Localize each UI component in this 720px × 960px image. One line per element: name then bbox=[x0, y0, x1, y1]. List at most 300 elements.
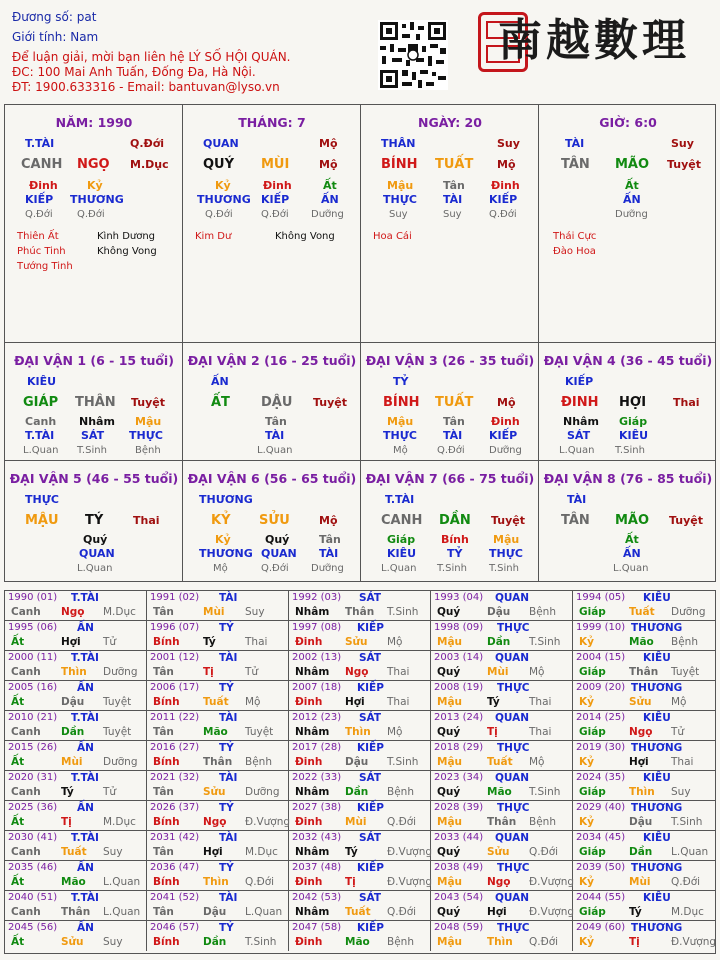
year-stage: Mộ bbox=[529, 666, 545, 678]
year-chi: Tuất bbox=[61, 846, 87, 858]
year-can: Mậu bbox=[437, 816, 463, 828]
dai-van-2 bbox=[183, 343, 361, 460]
pillar-stage: Suy bbox=[671, 137, 694, 150]
year-star: ẤN bbox=[77, 802, 94, 814]
year-can: Quý bbox=[437, 786, 461, 798]
dv-chi: DẦN bbox=[439, 513, 471, 528]
year-chi: Tý bbox=[345, 846, 358, 858]
year-can: Mậu bbox=[437, 876, 463, 888]
year-stage: Thai bbox=[387, 696, 410, 708]
dai-van-title: ĐẠI VẬN 7 (66 - 75 tuổi) bbox=[365, 471, 535, 486]
year-stage: T.Sinh bbox=[387, 756, 419, 768]
hidden-can: Đinh bbox=[491, 179, 520, 192]
year-stage: Thai bbox=[529, 726, 552, 738]
hidden-can: Ất bbox=[625, 179, 639, 192]
year-label: 2014 (25) bbox=[576, 712, 626, 723]
dv-hidden-star: THỰC bbox=[129, 429, 163, 442]
year-label: 2003 (14) bbox=[434, 652, 484, 663]
year-can: Kỷ bbox=[579, 816, 594, 828]
hidden-star: KIẾP bbox=[489, 193, 518, 206]
year-chi: Tị bbox=[203, 666, 214, 678]
year-can: Đinh bbox=[295, 816, 323, 828]
dv-hidden-can: Mậu bbox=[135, 415, 162, 428]
pillar-title: GIỜ: 6:0 bbox=[599, 115, 657, 130]
year-can: Bính bbox=[153, 696, 180, 708]
year-star: T.TÀI bbox=[71, 652, 99, 664]
dai-van-8 bbox=[539, 461, 717, 581]
year-stage: Q.Đới bbox=[387, 816, 417, 828]
year-can: Quý bbox=[437, 846, 461, 858]
year-can: Kỷ bbox=[579, 756, 594, 768]
dv-hidden-can: Tân bbox=[319, 533, 341, 546]
year-stage: Dưỡng bbox=[103, 666, 138, 678]
year-stage: Tử bbox=[245, 666, 259, 678]
hidden-stage: Dưỡng bbox=[615, 209, 648, 220]
pillar-hour bbox=[539, 105, 717, 342]
year-can: Nhâm bbox=[295, 726, 330, 738]
year-can: Giáp bbox=[579, 726, 606, 738]
pillar-can: QUÝ bbox=[203, 157, 235, 172]
year-cell bbox=[431, 831, 573, 861]
year-label: 2009 (20) bbox=[576, 682, 626, 693]
year-chi: Mùi bbox=[61, 756, 83, 768]
dv-stage: Tuyệt bbox=[669, 514, 704, 527]
year-can: Kỷ bbox=[579, 636, 594, 648]
dv-stage: Thai bbox=[133, 514, 160, 527]
year-cell bbox=[5, 621, 147, 651]
year-star: KIẾP bbox=[357, 862, 384, 874]
year-can: Quý bbox=[437, 906, 461, 918]
year-label: 2028 (39) bbox=[434, 802, 484, 813]
pillar-stage2: Mộ bbox=[497, 158, 516, 171]
year-label: 1990 (01) bbox=[8, 592, 58, 603]
year-chi: Dần bbox=[629, 846, 653, 858]
year-can: Tân bbox=[153, 606, 174, 618]
year-can: Nhâm bbox=[295, 786, 330, 798]
year-chi: Thân bbox=[345, 606, 375, 618]
pillar-star: THÂN bbox=[381, 137, 416, 150]
year-stage: Thai bbox=[671, 756, 694, 768]
year-star: QUAN bbox=[495, 832, 530, 844]
dv-star: KIẾP bbox=[565, 375, 594, 388]
year-star: SÁT bbox=[359, 712, 382, 724]
year-can: Giáp bbox=[579, 906, 606, 918]
hidden-stage: Suy bbox=[389, 209, 408, 220]
pillar-can: CANH bbox=[21, 157, 63, 172]
year-label: 2001 (12) bbox=[150, 652, 200, 663]
year-can: Giáp bbox=[579, 786, 606, 798]
year-label: 2043 (54) bbox=[434, 892, 484, 903]
year-label: 2025 (36) bbox=[8, 802, 58, 813]
dv-stage: Tuyệt bbox=[491, 514, 526, 527]
year-label: 2004 (15) bbox=[576, 652, 626, 663]
dv-hidden-can: Tân bbox=[443, 415, 465, 428]
dv-stage: Thai bbox=[673, 396, 700, 409]
year-chi: Sửu bbox=[629, 696, 652, 708]
year-chi: Tý bbox=[203, 636, 216, 648]
year-label: 2006 (17) bbox=[150, 682, 200, 693]
year-can: Canh bbox=[11, 726, 41, 738]
year-stage: Dưỡng bbox=[671, 606, 706, 618]
dv-hidden-star: THỰC bbox=[489, 547, 523, 560]
dv-hidden-stage: L.Quan bbox=[613, 563, 649, 574]
year-chi: Hợi bbox=[629, 756, 649, 768]
hidden-star: THƯƠNG bbox=[197, 193, 251, 206]
year-label: 2015 (26) bbox=[8, 742, 58, 753]
dv-hidden-star: KIẾP bbox=[489, 429, 518, 442]
year-label: 1992 (03) bbox=[292, 592, 342, 603]
dv-hidden-can: Ất bbox=[625, 533, 639, 546]
year-can: Canh bbox=[11, 786, 41, 798]
dv-hidden-can: Quý bbox=[265, 533, 290, 546]
year-star: QUAN bbox=[495, 772, 530, 784]
year-cell bbox=[147, 651, 289, 681]
year-stage: Thai bbox=[387, 666, 410, 678]
year-cell bbox=[431, 621, 573, 651]
year-cell bbox=[289, 801, 431, 831]
year-stage: T.Sinh bbox=[245, 936, 277, 948]
year-stage: Suy bbox=[103, 936, 123, 948]
shensha: Thái Cực bbox=[553, 231, 597, 242]
year-stage: T.Sinh bbox=[387, 606, 419, 618]
year-chi: Thân bbox=[629, 666, 659, 678]
hidden-can: Đinh bbox=[29, 179, 58, 192]
year-stage: Dưỡng bbox=[103, 756, 138, 768]
year-chi: Tuất bbox=[203, 696, 229, 708]
year-stage: Tuyệt bbox=[103, 726, 132, 738]
year-chi: Tị bbox=[629, 936, 640, 948]
dv-hidden-star: TÀI bbox=[265, 429, 285, 442]
year-label: 2046 (57) bbox=[150, 922, 200, 933]
hidden-can: Tân bbox=[443, 179, 465, 192]
hidden-star: THƯƠNG bbox=[70, 193, 124, 206]
dai-van-7 bbox=[361, 461, 539, 581]
pillar-stage2: Tuyệt bbox=[667, 158, 702, 171]
pillar-chi: TUẤT bbox=[435, 157, 474, 172]
shensha: Phúc Tinh bbox=[17, 246, 66, 257]
dv-can: TÂN bbox=[561, 513, 590, 528]
hidden-star: ẤN bbox=[321, 193, 339, 206]
year-cell bbox=[573, 741, 715, 771]
year-label: 2031 (42) bbox=[150, 832, 200, 843]
year-star: THỰC bbox=[497, 862, 530, 874]
year-cell bbox=[289, 741, 431, 771]
year-star: SÁT bbox=[359, 892, 382, 904]
year-stage: Tuyệt bbox=[245, 726, 274, 738]
yearly-luck-table bbox=[4, 590, 716, 954]
year-star: SÁT bbox=[359, 772, 382, 784]
year-cell bbox=[5, 861, 147, 891]
year-can: Mậu bbox=[437, 636, 463, 648]
year-star: KIẾP bbox=[357, 622, 384, 634]
year-stage: M.Dục bbox=[103, 816, 136, 828]
year-star: THƯƠNG bbox=[631, 682, 683, 694]
year-can: Bính bbox=[153, 876, 180, 888]
year-label: 1995 (06) bbox=[8, 622, 58, 633]
dv-chi: HỢI bbox=[619, 395, 647, 410]
dv-hidden-star: KIÊU bbox=[619, 429, 649, 442]
year-label: 2011 (22) bbox=[150, 712, 200, 723]
year-cell bbox=[431, 711, 573, 741]
shensha: Tướng Tinh bbox=[17, 261, 73, 272]
year-label: 2000 (11) bbox=[8, 652, 58, 663]
pillar-title: NĂM: 1990 bbox=[55, 115, 133, 130]
year-chi: Dần bbox=[487, 636, 511, 648]
year-can: Tân bbox=[153, 906, 174, 918]
year-star: T.TÀI bbox=[71, 712, 99, 724]
dv-hidden-star: QUAN bbox=[79, 547, 115, 560]
dv-hidden-can: Canh bbox=[25, 415, 57, 428]
pillar-stage: Suy bbox=[497, 137, 520, 150]
hidden-can: Mậu bbox=[387, 179, 414, 192]
year-cell bbox=[289, 591, 431, 621]
year-can: Mậu bbox=[437, 696, 463, 708]
year-can: Ất bbox=[11, 756, 25, 768]
year-chi: Thìn bbox=[203, 876, 229, 888]
qr-code-icon bbox=[378, 20, 448, 90]
dai-van-5 bbox=[5, 461, 183, 581]
year-can: Ất bbox=[11, 636, 25, 648]
year-label: 2037 (48) bbox=[292, 862, 342, 873]
year-stage: Thai bbox=[245, 636, 268, 648]
year-cell bbox=[573, 711, 715, 741]
pillar-can: BÍNH bbox=[381, 157, 418, 172]
year-cell bbox=[431, 921, 573, 951]
pillar-star: T.TÀI bbox=[25, 137, 55, 150]
year-label: 2024 (35) bbox=[576, 772, 626, 783]
year-can: Canh bbox=[11, 606, 41, 618]
year-stage: Dưỡng bbox=[245, 786, 280, 798]
year-star: TÀI bbox=[219, 592, 238, 604]
year-stage: Đ.Vượng bbox=[387, 876, 433, 888]
year-chi: Tuất bbox=[487, 756, 513, 768]
year-can: Kỷ bbox=[579, 876, 594, 888]
year-star: QUAN bbox=[495, 892, 530, 904]
year-star: SÁT bbox=[359, 592, 382, 604]
dv-hidden-can: Tân bbox=[265, 415, 287, 428]
year-cell bbox=[147, 591, 289, 621]
dv-can: GIÁP bbox=[23, 395, 59, 410]
year-cell bbox=[431, 801, 573, 831]
year-stage: Mộ bbox=[387, 636, 403, 648]
year-cell bbox=[5, 801, 147, 831]
dv-hidden-star: SÁT bbox=[567, 429, 591, 442]
year-stage: Bệnh bbox=[245, 756, 272, 768]
hidden-can: Đinh bbox=[263, 179, 292, 192]
pillar-day bbox=[361, 105, 539, 342]
year-star: THỰC bbox=[497, 922, 530, 934]
year-can: Nhâm bbox=[295, 606, 330, 618]
year-star: TÀI bbox=[219, 652, 238, 664]
year-chi: Tý bbox=[61, 786, 74, 798]
year-cell bbox=[147, 921, 289, 951]
year-label: 2023 (34) bbox=[434, 772, 484, 783]
address: ĐC: 100 Mai Anh Tuấn, Đống Đa, Hà Nội. bbox=[12, 65, 256, 79]
year-chi: Hợi bbox=[203, 846, 223, 858]
year-stage: L.Quan bbox=[671, 846, 709, 858]
shensha: Hoa Cái bbox=[373, 231, 412, 242]
year-can: Đinh bbox=[295, 756, 323, 768]
dv-hidden-stage: T.Sinh bbox=[615, 445, 645, 456]
dv-hidden-stage: Q.Đới bbox=[437, 445, 465, 456]
dv-star: TỶ bbox=[393, 375, 409, 388]
year-stage: T.Sinh bbox=[529, 786, 561, 798]
year-can: Ất bbox=[11, 936, 25, 948]
year-label: 2048 (59) bbox=[434, 922, 484, 933]
dv-hidden-star: TÀI bbox=[443, 429, 463, 442]
dv-can: KỶ bbox=[211, 513, 231, 528]
hidden-stage: Q.Đới bbox=[261, 209, 289, 220]
year-chi: Mão bbox=[61, 876, 86, 888]
year-chi: Mùi bbox=[487, 666, 509, 678]
year-star: SÁT bbox=[359, 832, 382, 844]
shensha: Thiên Ất bbox=[17, 231, 59, 242]
year-cell bbox=[573, 591, 715, 621]
year-stage: Mộ bbox=[387, 726, 403, 738]
year-chi: Sửu bbox=[345, 636, 368, 648]
dv-hidden-stage: T.Sinh bbox=[77, 445, 107, 456]
year-label: 1994 (05) bbox=[576, 592, 626, 603]
year-label: 2042 (53) bbox=[292, 892, 342, 903]
year-cell bbox=[5, 831, 147, 861]
dai-van-1 bbox=[5, 343, 183, 460]
year-stage: T.Sinh bbox=[671, 816, 703, 828]
year-stage: Đ.Vượng bbox=[387, 846, 433, 858]
year-cell bbox=[431, 741, 573, 771]
hidden-can: Kỷ bbox=[215, 179, 231, 192]
shensha: Kình Dương bbox=[97, 231, 156, 242]
year-cell bbox=[5, 891, 147, 921]
year-stage: Thai bbox=[529, 696, 552, 708]
phone-email[interactable]: ĐT: 1900.633316 - Email: bantuvan@lyso.vn bbox=[12, 80, 280, 94]
year-star: QUAN bbox=[495, 592, 530, 604]
year-can: Giáp bbox=[579, 606, 606, 618]
year-can: Mậu bbox=[437, 756, 463, 768]
year-chi: Tị bbox=[487, 726, 498, 738]
year-can: Nhâm bbox=[295, 666, 330, 678]
dai-van-6 bbox=[183, 461, 361, 581]
year-chi: Dậu bbox=[345, 756, 369, 768]
year-star: SÁT bbox=[359, 652, 382, 664]
pillar-year bbox=[5, 105, 183, 342]
year-star: ẤN bbox=[77, 682, 94, 694]
year-chi: Tị bbox=[345, 876, 356, 888]
year-cell bbox=[431, 651, 573, 681]
dv-hidden-can: Nhâm bbox=[79, 415, 115, 428]
year-chi: Tý bbox=[487, 696, 500, 708]
year-label: 1996 (07) bbox=[150, 622, 200, 633]
pillar-stage: Mộ bbox=[319, 137, 338, 150]
dv-star: THƯƠNG bbox=[199, 493, 253, 506]
hidden-stage: Q.Đới bbox=[205, 209, 233, 220]
year-chi: Dậu bbox=[203, 906, 227, 918]
dv-hidden-can: Nhâm bbox=[563, 415, 599, 428]
year-stage: L.Quan bbox=[103, 906, 141, 918]
year-cell bbox=[147, 891, 289, 921]
year-cell bbox=[5, 681, 147, 711]
year-can: Canh bbox=[11, 846, 41, 858]
year-star: KIÊU bbox=[643, 892, 671, 904]
year-can: Quý bbox=[437, 726, 461, 738]
year-can: Đinh bbox=[295, 936, 323, 948]
dv-can: ẤT bbox=[211, 395, 230, 410]
year-label: 2026 (37) bbox=[150, 802, 200, 813]
year-chi: Sửu bbox=[487, 846, 510, 858]
year-can: Bính bbox=[153, 636, 180, 648]
year-label: 2008 (19) bbox=[434, 682, 484, 693]
year-star: TÀI bbox=[219, 892, 238, 904]
year-stage: Tuyệt bbox=[103, 696, 132, 708]
year-stage: T.Sinh bbox=[529, 636, 561, 648]
dv-hidden-stage: Mộ bbox=[393, 445, 408, 456]
dv-hidden-stage: T.Sinh bbox=[437, 563, 467, 574]
year-stage: M.Dục bbox=[245, 846, 278, 858]
year-chi: Dậu bbox=[487, 606, 511, 618]
year-stage: Đ.Vượng bbox=[529, 876, 575, 888]
year-can: Canh bbox=[11, 906, 41, 918]
year-cell bbox=[431, 681, 573, 711]
year-can: Nhâm bbox=[295, 906, 330, 918]
year-chi: Thìn bbox=[629, 786, 655, 798]
year-cell bbox=[147, 801, 289, 831]
pillar-month bbox=[183, 105, 361, 342]
year-star: THỰC bbox=[497, 682, 530, 694]
year-label: 2030 (41) bbox=[8, 832, 58, 843]
dv-hidden-star: QUAN bbox=[261, 547, 297, 560]
year-label: 2036 (47) bbox=[150, 862, 200, 873]
year-chi: Ngọ bbox=[629, 726, 653, 738]
year-chi: Hợi bbox=[487, 906, 507, 918]
year-star: ẤN bbox=[77, 622, 94, 634]
year-cell bbox=[5, 741, 147, 771]
year-cell bbox=[147, 861, 289, 891]
dv-hidden-can: Bính bbox=[441, 533, 469, 546]
year-label: 2033 (44) bbox=[434, 832, 484, 843]
year-label: 2029 (40) bbox=[576, 802, 626, 813]
year-cell bbox=[573, 801, 715, 831]
year-stage: Q.Đới bbox=[387, 906, 417, 918]
dv-hidden-star: TỶ bbox=[447, 547, 463, 560]
dv-can: CANH bbox=[381, 513, 423, 528]
dai-van-title: ĐẠI VẬN 4 (36 - 45 tuổi) bbox=[543, 353, 713, 368]
dv-chi: TUẤT bbox=[435, 395, 474, 410]
year-cell bbox=[147, 771, 289, 801]
year-label: 2018 (29) bbox=[434, 742, 484, 753]
hidden-star: KIẾP bbox=[25, 193, 54, 206]
year-cell bbox=[289, 711, 431, 741]
year-label: 2016 (27) bbox=[150, 742, 200, 753]
dv-hidden-can: Giáp bbox=[619, 415, 648, 428]
year-chi: Thân bbox=[487, 816, 517, 828]
year-star: KIẾP bbox=[357, 742, 384, 754]
dv-can: ĐINH bbox=[561, 395, 599, 410]
dv-can: BÍNH bbox=[383, 395, 420, 410]
hidden-stage: Q.Đới bbox=[489, 209, 517, 220]
year-stage: Tử bbox=[103, 636, 117, 648]
year-cell bbox=[289, 831, 431, 861]
dv-hidden-star: THƯƠNG bbox=[199, 547, 253, 560]
dv-chi: THÂN bbox=[75, 395, 116, 410]
year-stage: Q.Đới bbox=[529, 846, 559, 858]
dv-star: TÀI bbox=[567, 493, 587, 506]
year-stage: Mộ bbox=[245, 696, 261, 708]
year-chi: Tý bbox=[629, 906, 642, 918]
dv-can: MẬU bbox=[25, 513, 59, 528]
dv-chi: DẬU bbox=[261, 395, 293, 410]
year-stage: Q.Đới bbox=[671, 876, 701, 888]
year-chi: Tuất bbox=[629, 606, 655, 618]
hidden-can: Ất bbox=[323, 179, 337, 192]
